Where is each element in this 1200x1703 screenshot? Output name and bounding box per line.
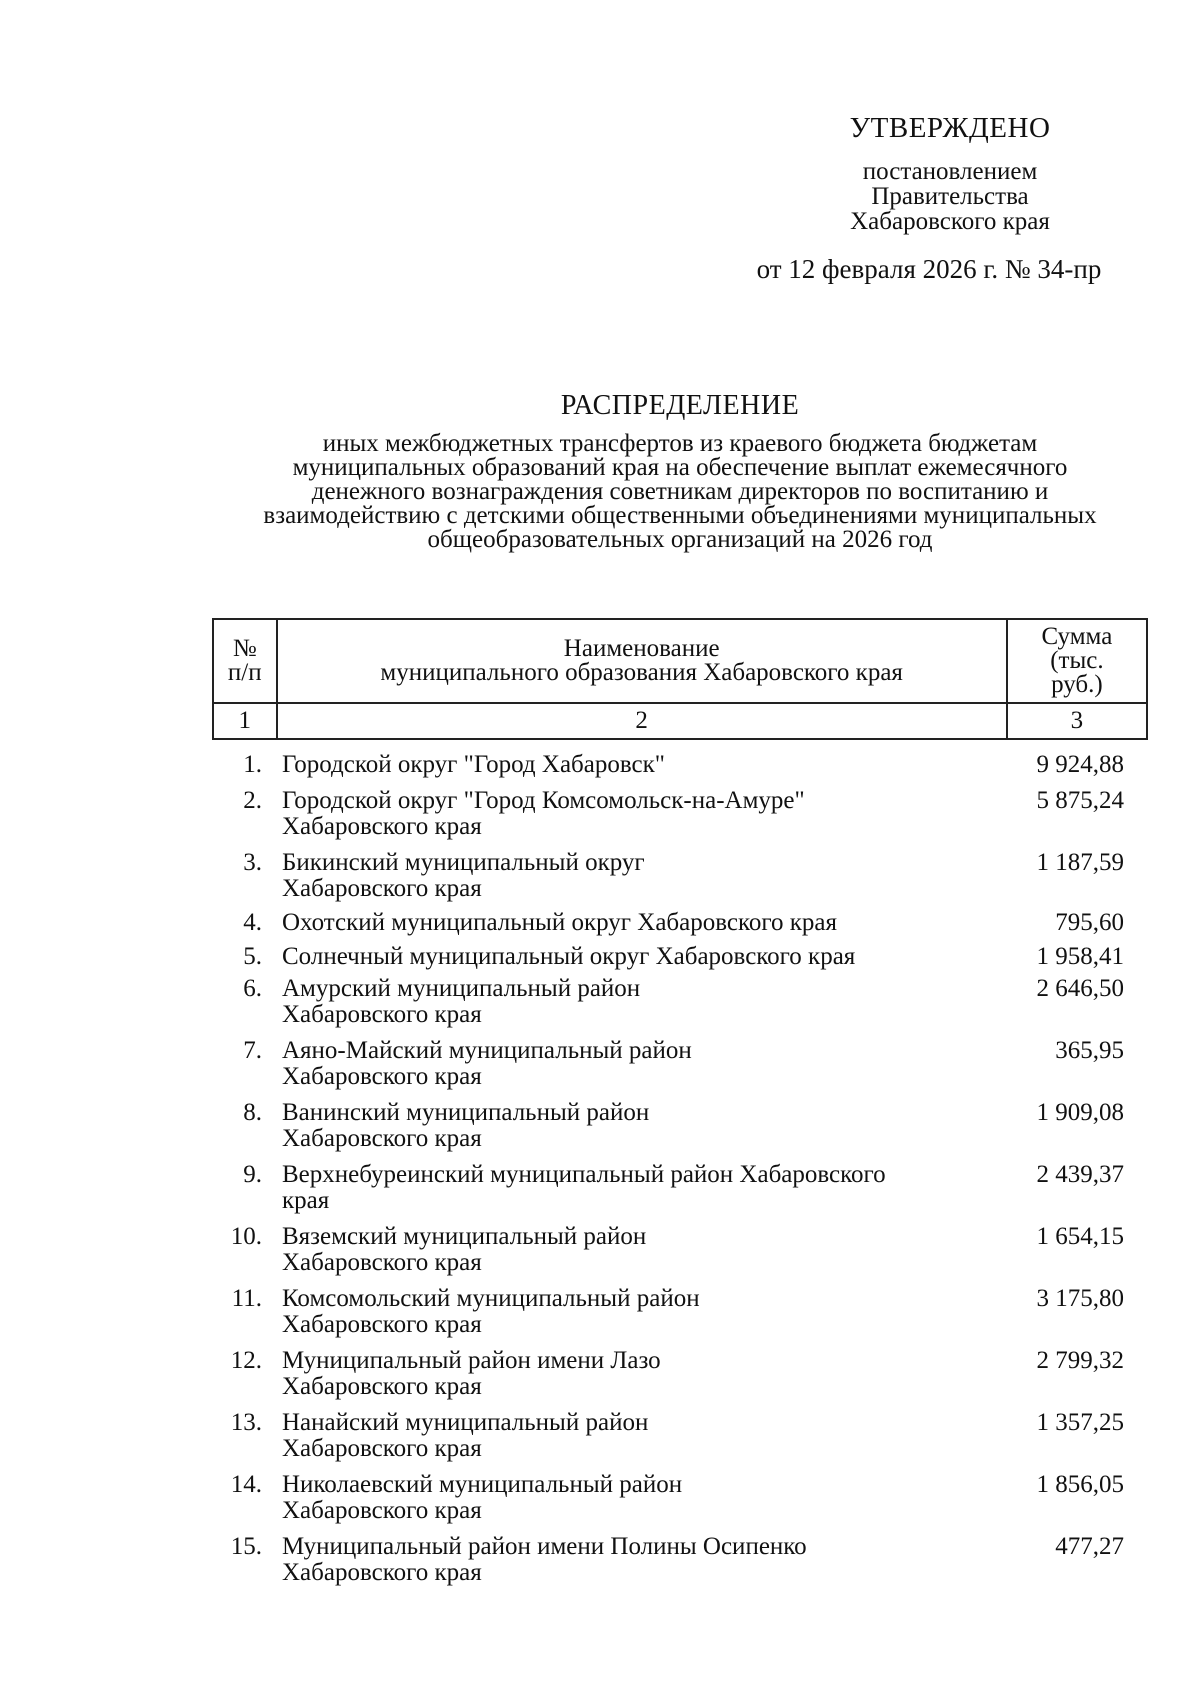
- heading-line: взаимодействию с детскими общественными объединениями муниципальных: [263, 502, 1097, 529]
- row-municipality-name: [282, 1100, 982, 1152]
- approval-title: УТВЕРЖДЕНО: [849, 112, 1051, 144]
- row-amount: 2 799,32: [1036, 1347, 1124, 1374]
- row-name-line: Хабаровского края: [282, 1063, 482, 1090]
- row-number: 5.: [243, 943, 262, 970]
- row-name-line: Хабаровского края: [282, 1249, 482, 1276]
- row-name-line: Хабаровского края: [282, 875, 482, 902]
- row-municipality-name: [282, 788, 982, 840]
- row-municipality-name: [282, 850, 982, 902]
- approval-line-2: Правительства: [871, 183, 1029, 210]
- row-name-line: Солнечный муниципальный округ Хабаровского края: [282, 943, 856, 970]
- row-amount: 1 187,59: [1036, 849, 1124, 876]
- row-number: 4.: [243, 909, 262, 936]
- heading-line: денежного вознаграждения советникам директоров по воспитанию и: [311, 478, 1049, 505]
- table-row: [212, 1224, 1148, 1276]
- table-row: [212, 788, 1148, 840]
- table-header-row: [213, 619, 1147, 703]
- row-name-line: Хабаровского края: [282, 1373, 482, 1400]
- header-name-line: муниципального образования Хабаровского края: [380, 659, 903, 686]
- row-municipality-name: [282, 1038, 982, 1090]
- table-body: [212, 752, 1148, 1586]
- table-row: [212, 910, 1148, 936]
- row-amount: 5 875,24: [1036, 787, 1124, 814]
- row-amount: 1 357,25: [1036, 1409, 1124, 1436]
- row-municipality-name: [282, 1224, 982, 1276]
- table-row: [212, 1348, 1148, 1400]
- approval-line-3: Хабаровского края: [850, 208, 1050, 235]
- row-number: 8.: [243, 1099, 262, 1126]
- row-name-line: Николаевский муниципальный район: [282, 1471, 683, 1498]
- row-municipality-name: [282, 1162, 982, 1214]
- row-number: 3.: [243, 849, 262, 876]
- row-municipality-name: [282, 1410, 982, 1462]
- row-name-line: Хабаровского края: [282, 1559, 482, 1586]
- row-number: 9.: [243, 1161, 262, 1188]
- row-municipality-name: [282, 910, 982, 936]
- table-row: [212, 1472, 1148, 1524]
- row-municipality-name: [282, 1534, 982, 1586]
- row-number: 11.: [231, 1285, 262, 1312]
- distribution-table-header: [212, 618, 1148, 740]
- row-name-line: Хабаровского края: [282, 1001, 482, 1028]
- document-heading: [190, 390, 1170, 552]
- row-number: 7.: [243, 1037, 262, 1064]
- row-amount: 1 654,15: [1036, 1223, 1124, 1250]
- row-number: 14.: [230, 1471, 262, 1498]
- row-name-line: Хабаровского края: [282, 1497, 482, 1524]
- heading-title: РАСПРЕДЕЛЕНИЕ: [560, 390, 800, 421]
- row-name-line: Ванинский муниципальный район: [282, 1099, 650, 1126]
- row-name-line: края: [282, 1187, 330, 1214]
- heading-line: иных межбюджетных трансфертов из краевого бюджета бюджетам: [322, 430, 1038, 457]
- row-amount: 2 646,50: [1036, 975, 1124, 1002]
- row-amount: 1 909,08: [1036, 1099, 1124, 1126]
- heading-line: общеобразовательных организаций на 2026 год: [427, 526, 933, 553]
- row-amount: 477,27: [1055, 1533, 1124, 1560]
- row-number: 6.: [243, 975, 262, 1002]
- approval-line-1: постановлением: [862, 158, 1038, 185]
- row-name-line: Амурский муниципальный район: [282, 975, 641, 1002]
- row-name-line: Хабаровского края: [282, 1125, 482, 1152]
- column-number-cell: 2: [277, 703, 1007, 739]
- row-name-line: Городской округ "Город Хабаровск": [282, 751, 665, 778]
- row-name-line: Вяземский муниципальный район: [282, 1223, 647, 1250]
- row-municipality-name: [282, 1286, 982, 1338]
- table-row: [212, 976, 1148, 1028]
- header-sum-line: руб.): [1051, 671, 1103, 698]
- header-cell-number: [213, 619, 277, 703]
- header-number-line: п/п: [227, 659, 262, 686]
- table-row: [212, 1100, 1148, 1152]
- heading-line: муниципальных образований края на обеспечение выплат ежемесячного: [292, 454, 1068, 481]
- row-municipality-name: [282, 752, 982, 778]
- table-row: [212, 850, 1148, 902]
- row-number: 15.: [230, 1533, 262, 1560]
- row-municipality-name: [282, 1348, 982, 1400]
- row-name-line: Хабаровского края: [282, 813, 482, 840]
- table-row: [212, 1534, 1148, 1586]
- row-number: 1.: [243, 751, 262, 778]
- table-row: [212, 944, 1148, 970]
- row-number: 12.: [230, 1347, 262, 1374]
- row-name-line: Муниципальный район имени Полины Осипенко: [282, 1533, 807, 1560]
- row-amount: 795,60: [1055, 909, 1124, 936]
- row-municipality-name: [282, 976, 982, 1028]
- column-number-row: [213, 703, 1147, 739]
- row-municipality-name: [282, 944, 982, 970]
- table-row: [212, 752, 1148, 778]
- row-name-line: Хабаровского края: [282, 1435, 482, 1462]
- header-sum-line: Сумма: [1041, 623, 1113, 650]
- row-amount: 1 958,41: [1036, 943, 1124, 970]
- table-row: [212, 1286, 1148, 1338]
- approval-block: [740, 112, 1130, 285]
- row-name-line: Верхнебуреинский муниципальный район Хабаровского: [282, 1161, 886, 1188]
- row-amount: 365,95: [1055, 1037, 1124, 1064]
- header-number-line: №: [232, 635, 257, 662]
- table-row: [212, 1038, 1148, 1090]
- row-name-line: Нанайский муниципальный район: [282, 1409, 649, 1436]
- row-name-line: Аяно-Майский муниципальный район: [282, 1037, 692, 1064]
- column-number-cell: 1: [213, 703, 277, 739]
- approval-date: от 12 февраля 2026 г. № 34-пр: [756, 254, 1102, 284]
- row-name-line: Комсомольский муниципальный район: [282, 1285, 700, 1312]
- row-number: 2.: [243, 787, 262, 814]
- row-name-line: Хабаровского края: [282, 1311, 482, 1338]
- header-name-line: Наименование: [563, 635, 720, 662]
- row-name-line: Бикинский муниципальный округ: [282, 849, 645, 876]
- row-amount: 9 924,88: [1036, 751, 1124, 778]
- row-number: 10.: [230, 1223, 262, 1250]
- header-sum-line: (тыс.: [1050, 647, 1104, 674]
- row-name-line: Охотский муниципальный округ Хабаровского края: [282, 909, 838, 936]
- table-row: [212, 1162, 1148, 1214]
- row-number: 13.: [230, 1409, 262, 1436]
- column-number-cell: 3: [1007, 703, 1147, 739]
- row-amount: 3 175,80: [1036, 1285, 1124, 1312]
- header-cell-sum: [1007, 619, 1147, 703]
- row-municipality-name: [282, 1472, 982, 1524]
- table-row: [212, 1410, 1148, 1462]
- row-name-line: Городской округ "Город Комсомольск-на-Амуре": [282, 787, 805, 814]
- row-amount: 2 439,37: [1036, 1161, 1124, 1188]
- row-name-line: Муниципальный район имени Лазо: [282, 1347, 661, 1374]
- row-amount: 1 856,05: [1036, 1471, 1124, 1498]
- header-cell-name: [277, 619, 1007, 703]
